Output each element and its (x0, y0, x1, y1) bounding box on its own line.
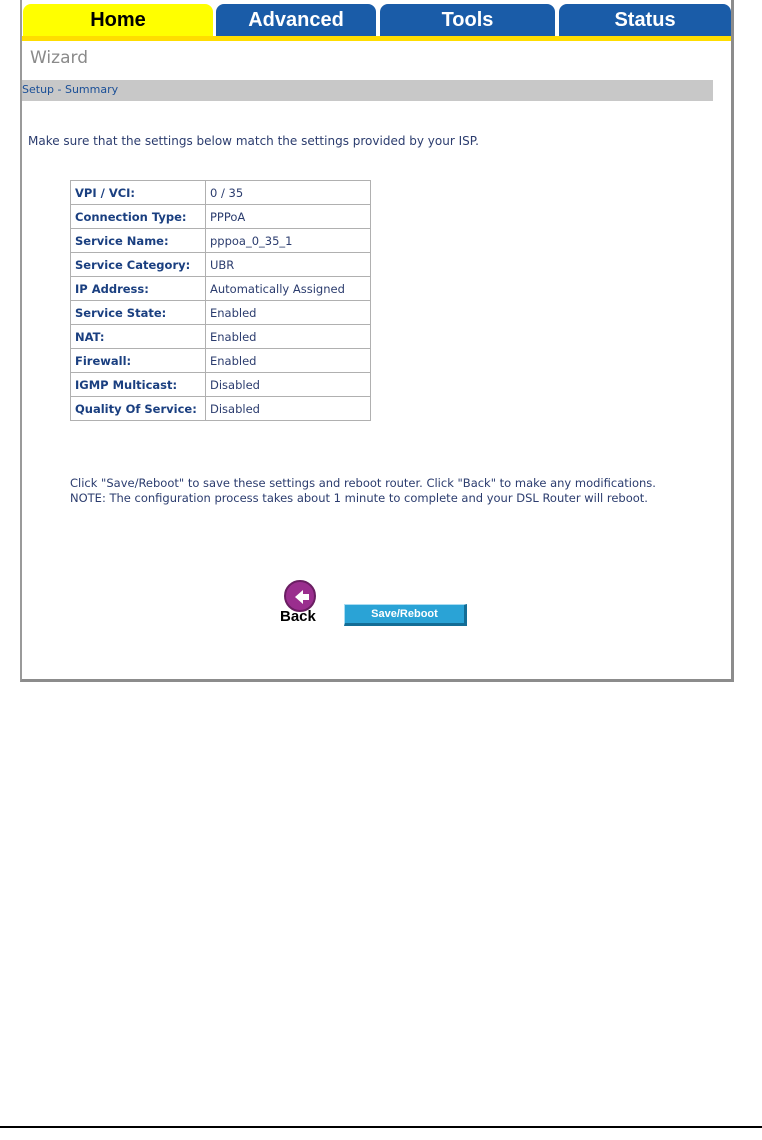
table-row (71, 181, 371, 205)
page-title: Wizard (30, 48, 88, 68)
row-key: IGMP Multicast: (71, 373, 206, 397)
row-key: Connection Type: (71, 205, 206, 229)
reboot-note: NOTE: The configuration process takes about 1 minute to complete and your DSL Router will reboot. (70, 491, 648, 505)
row-value: PPPoA (206, 205, 371, 229)
back-button[interactable] (280, 580, 324, 628)
row-value: Enabled (206, 325, 371, 349)
row-value: Disabled (206, 373, 371, 397)
summary-table (70, 180, 371, 421)
tab-status[interactable]: Status (559, 4, 731, 36)
table-row (71, 349, 371, 373)
intro-text: Make sure that the settings below match the settings provided by your ISP. (28, 134, 479, 148)
table-row (71, 325, 371, 349)
table-row (71, 277, 371, 301)
row-key: Quality Of Service: (71, 397, 206, 421)
main-nav (22, 4, 731, 40)
save-reboot-button[interactable]: Save/Reboot (344, 604, 467, 626)
instructions-text (70, 476, 690, 506)
row-key: Service State: (71, 301, 206, 325)
tab-tools[interactable]: Tools (380, 4, 555, 36)
row-value: Enabled (206, 349, 371, 373)
tab-underline (22, 36, 731, 41)
page-divider (0, 1126, 762, 1128)
row-key: Service Category: (71, 253, 206, 277)
row-key: Firewall: (71, 349, 206, 373)
tab-advanced[interactable]: Advanced (216, 4, 376, 36)
table-row (71, 205, 371, 229)
row-value: pppoa_0_35_1 (206, 229, 371, 253)
table-row (71, 397, 371, 421)
table-row (71, 253, 371, 277)
row-value: 0 / 35 (206, 181, 371, 205)
tab-home[interactable]: Home (23, 4, 213, 36)
row-key: IP Address: (71, 277, 206, 301)
row-key: Service Name: (71, 229, 206, 253)
row-key: VPI / VCI: (71, 181, 206, 205)
back-label: Back (280, 608, 316, 625)
table-row (71, 301, 371, 325)
section-header (22, 80, 713, 101)
table-row (71, 373, 371, 397)
row-key: NAT: (71, 325, 206, 349)
router-panel (20, 0, 734, 682)
section-title: Setup - Summary (22, 83, 119, 96)
row-value: UBR (206, 253, 371, 277)
row-value: Enabled (206, 301, 371, 325)
table-row (71, 229, 371, 253)
save-instructions: Click "Save/Reboot" to save these settings and reboot router. Click "Back" to make any modifications. (70, 476, 656, 490)
row-value: Automatically Assigned (206, 277, 371, 301)
row-value: Disabled (206, 397, 371, 421)
